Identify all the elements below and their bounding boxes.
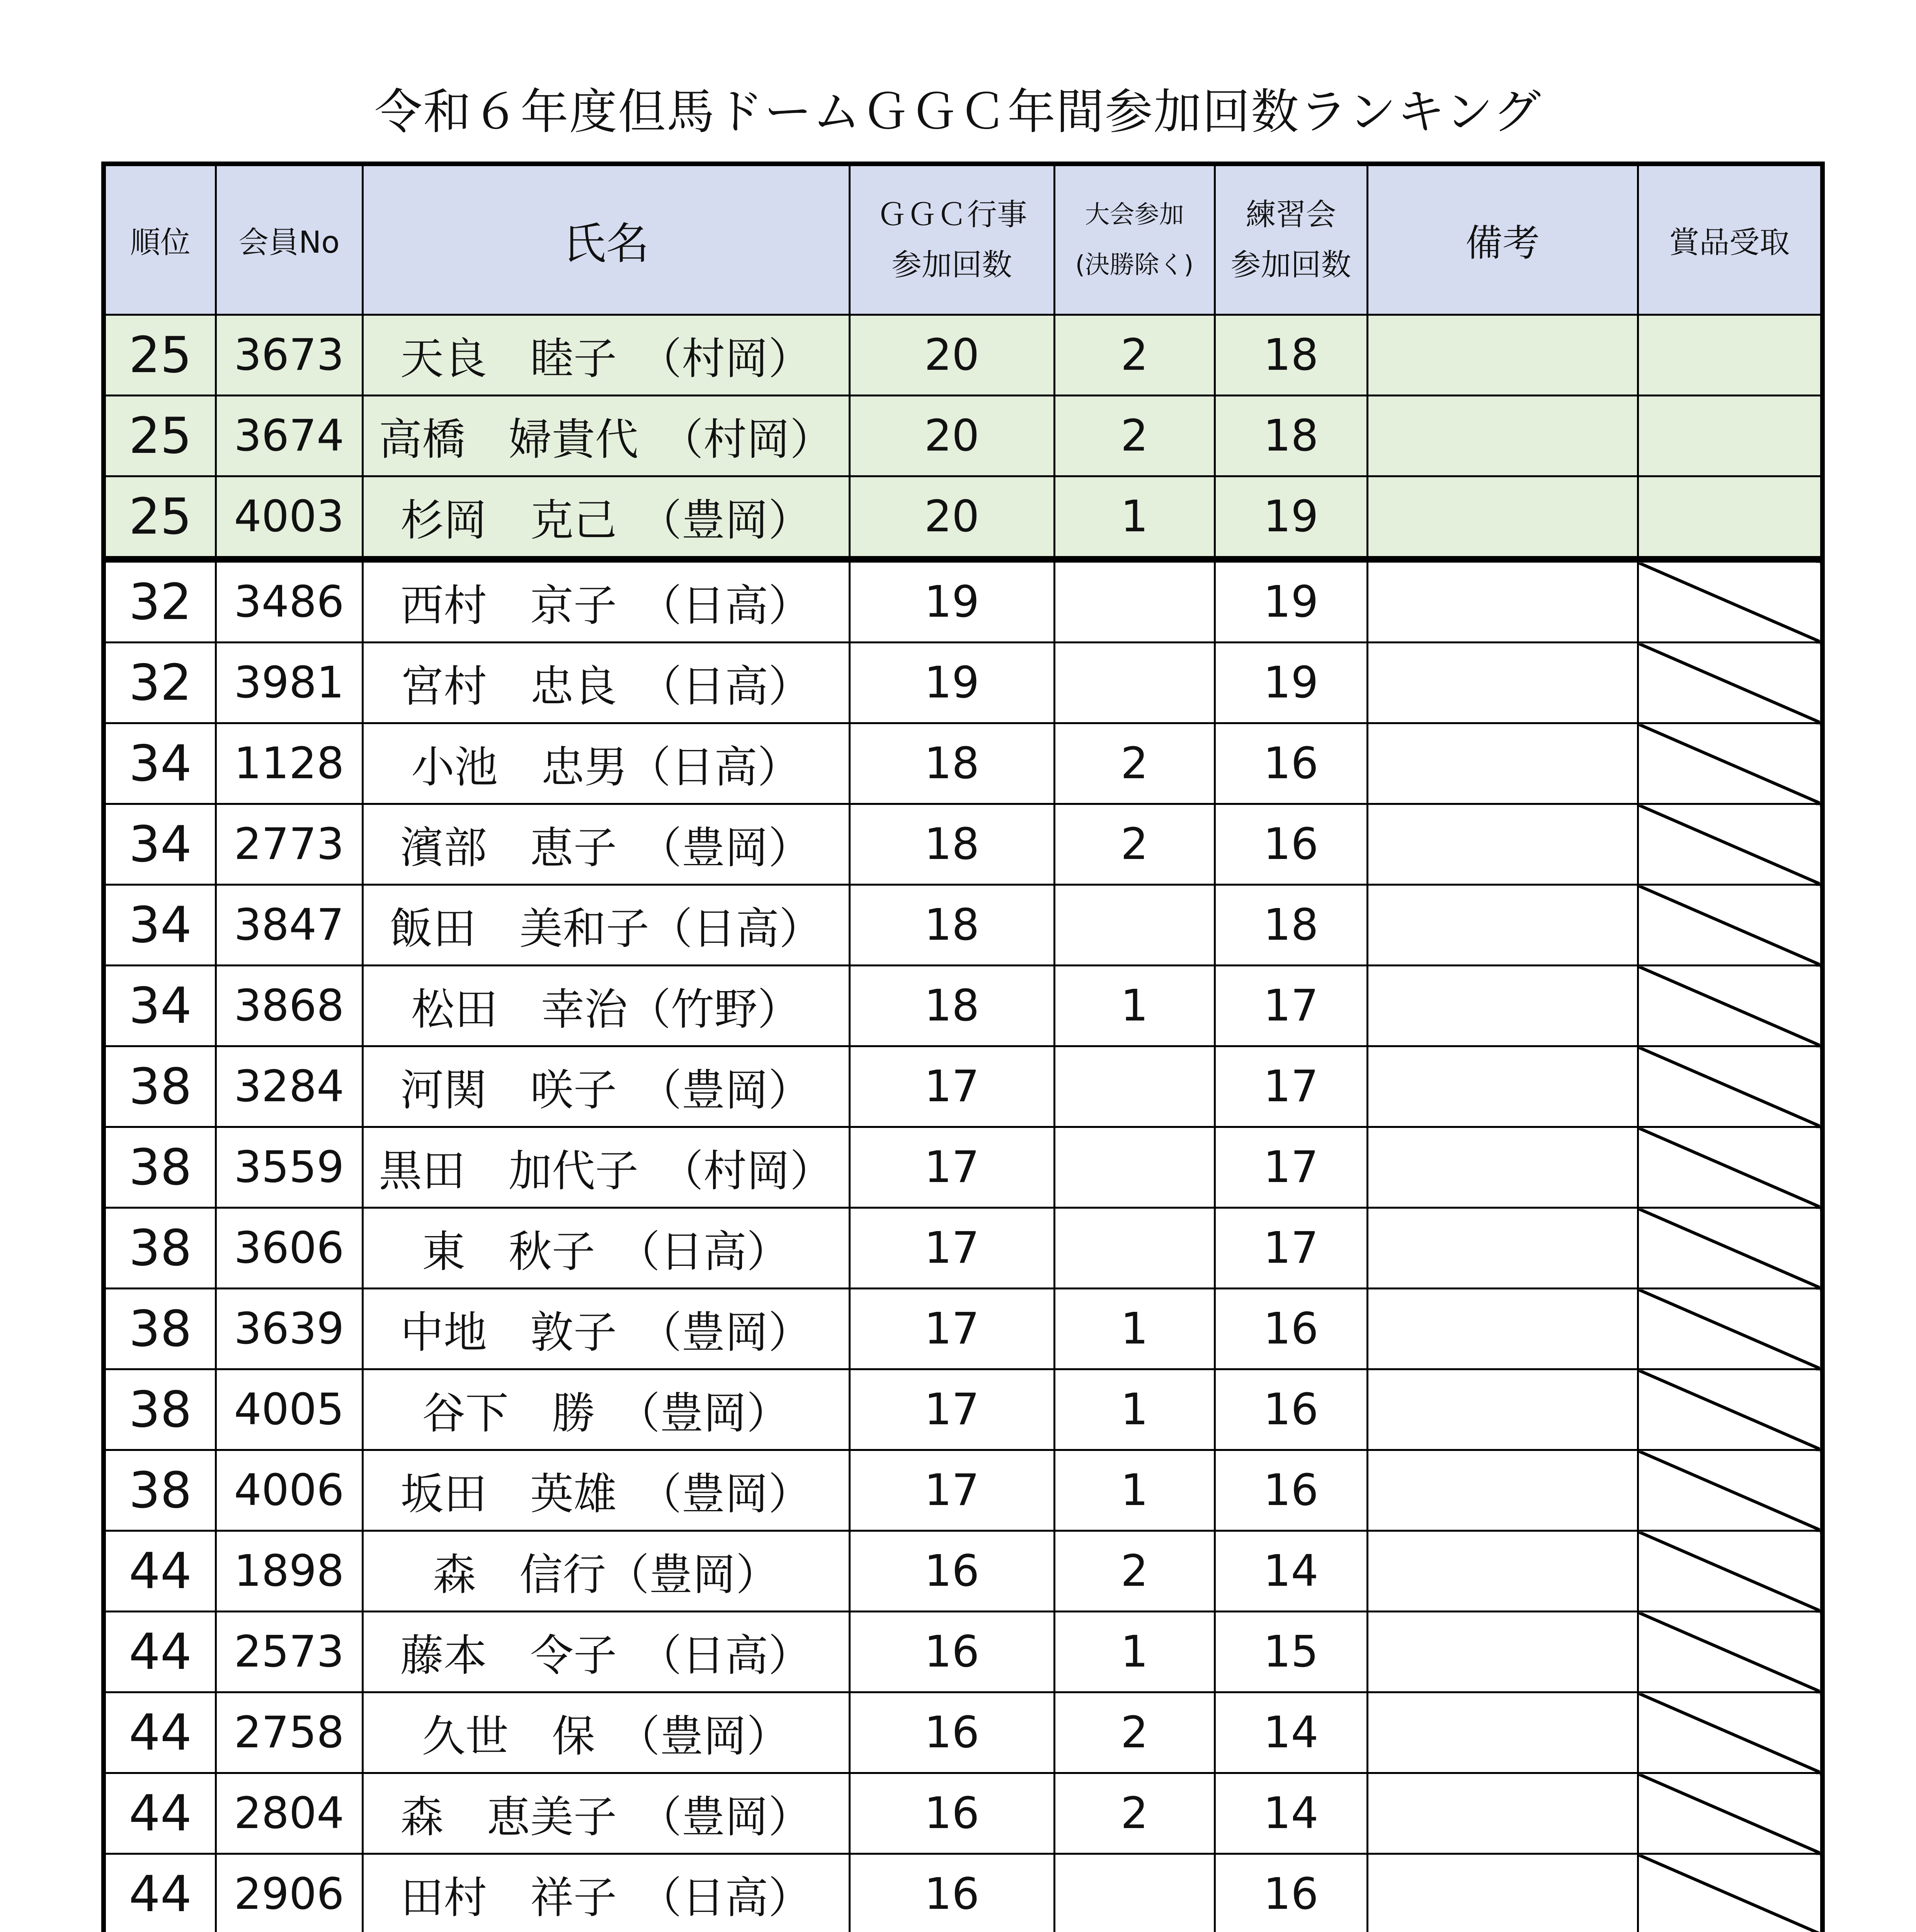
award-struck-cell xyxy=(1638,1450,1822,1531)
member-no-cell: 3674 xyxy=(216,396,362,476)
rank-cell: 44 xyxy=(104,1692,216,1773)
member-no-cell: 2906 xyxy=(216,1854,362,1932)
tournament-count-cell: 1 xyxy=(1054,476,1215,560)
name-cell: 杉岡 克己 （豊岡） xyxy=(362,476,849,560)
practice-count-cell: 16 xyxy=(1215,1369,1367,1450)
header-rank: 順位 xyxy=(104,164,216,315)
award-struck-cell xyxy=(1638,1127,1822,1208)
tournament-count-cell: 1 xyxy=(1054,966,1215,1046)
name-cell: 藤本 令子 （日高） xyxy=(362,1612,849,1692)
table-row xyxy=(104,1369,1822,1450)
member-no-cell: 1128 xyxy=(216,723,362,804)
practice-count-cell: 17 xyxy=(1215,1208,1367,1289)
tournament-count-cell xyxy=(1054,885,1215,966)
practice-count-cell: 16 xyxy=(1215,1450,1367,1531)
rank-cell: 38 xyxy=(104,1450,216,1531)
member-no-cell: 3847 xyxy=(216,885,362,966)
table-row xyxy=(104,1127,1822,1208)
remarks-cell xyxy=(1367,1692,1638,1773)
ggc-count-cell: 17 xyxy=(849,1369,1054,1450)
member-no-cell: 2758 xyxy=(216,1692,362,1773)
award-struck-cell xyxy=(1638,1612,1822,1692)
ggc-count-cell: 18 xyxy=(849,966,1054,1046)
remarks-cell xyxy=(1367,1854,1638,1932)
practice-count-cell: 14 xyxy=(1215,1773,1367,1854)
ggc-count-cell: 16 xyxy=(849,1531,1054,1612)
practice-count-cell: 19 xyxy=(1215,476,1367,560)
member-no-cell: 4005 xyxy=(216,1369,362,1450)
remarks-cell xyxy=(1367,1208,1638,1289)
practice-count-cell: 17 xyxy=(1215,966,1367,1046)
rank-cell: 38 xyxy=(104,1127,216,1208)
table-row xyxy=(104,1612,1822,1692)
ranking-table xyxy=(101,162,1825,1932)
rank-cell: 34 xyxy=(104,723,216,804)
remarks-cell xyxy=(1367,1369,1638,1450)
member-no-cell: 4006 xyxy=(216,1450,362,1531)
award-struck-cell xyxy=(1638,560,1822,643)
tournament-count-cell: 2 xyxy=(1054,396,1215,476)
table-row xyxy=(104,1046,1822,1127)
tournament-count-cell: 2 xyxy=(1054,1692,1215,1773)
table-row xyxy=(104,966,1822,1046)
member-no-cell: 3981 xyxy=(216,643,362,723)
header-name: 氏名 xyxy=(362,164,849,315)
table-row xyxy=(104,1450,1822,1531)
table-row xyxy=(104,1692,1822,1773)
practice-count-cell: 16 xyxy=(1215,723,1367,804)
name-cell: 濱部 恵子 （豊岡） xyxy=(362,804,849,885)
header-ggc xyxy=(849,164,1054,315)
award-struck-cell xyxy=(1638,1773,1822,1854)
rank-cell: 38 xyxy=(104,1046,216,1127)
header-practice-line2: 参加回数 xyxy=(1230,248,1351,282)
member-no-cell: 3486 xyxy=(216,560,362,643)
tournament-count-cell: 2 xyxy=(1054,723,1215,804)
remarks-cell xyxy=(1367,1289,1638,1369)
practice-count-cell: 17 xyxy=(1215,1127,1367,1208)
remarks-cell xyxy=(1367,643,1638,723)
remarks-cell xyxy=(1367,315,1638,396)
ggc-count-cell: 19 xyxy=(849,643,1054,723)
tournament-count-cell: 1 xyxy=(1054,1369,1215,1450)
header-practice-line1: 練習会 xyxy=(1246,197,1336,232)
table-row xyxy=(104,1289,1822,1369)
rank-cell: 44 xyxy=(104,1612,216,1692)
tournament-count-cell: 2 xyxy=(1054,804,1215,885)
award-struck-cell xyxy=(1638,1854,1822,1932)
table-row xyxy=(104,1531,1822,1612)
name-cell: 小池 忠男（日高） xyxy=(362,723,849,804)
name-cell: 天良 睦子 （村岡） xyxy=(362,315,849,396)
table-row xyxy=(104,476,1822,560)
rank-cell: 44 xyxy=(104,1531,216,1612)
rank-cell: 25 xyxy=(104,315,216,396)
practice-count-cell: 18 xyxy=(1215,315,1367,396)
table-row xyxy=(104,723,1822,804)
header-ggc-line1: ＧＧＣ行事 xyxy=(876,197,1027,232)
table-row xyxy=(104,1208,1822,1289)
remarks-cell xyxy=(1367,966,1638,1046)
table-row xyxy=(104,560,1822,643)
ggc-count-cell: 18 xyxy=(849,804,1054,885)
award-cell xyxy=(1638,315,1822,396)
name-cell: 宮村 忠良 （日高） xyxy=(362,643,849,723)
award-struck-cell xyxy=(1638,723,1822,804)
remarks-cell xyxy=(1367,804,1638,885)
remarks-cell xyxy=(1367,723,1638,804)
name-cell: 河関 咲子 （豊岡） xyxy=(362,1046,849,1127)
header-remarks: 備考 xyxy=(1367,164,1638,315)
member-no-cell: 2804 xyxy=(216,1773,362,1854)
award-struck-cell xyxy=(1638,1208,1822,1289)
table-row xyxy=(104,315,1822,396)
practice-count-cell: 16 xyxy=(1215,804,1367,885)
remarks-cell xyxy=(1367,1531,1638,1612)
tournament-count-cell: 1 xyxy=(1054,1289,1215,1369)
tournament-count-cell: 1 xyxy=(1054,1450,1215,1531)
remarks-cell xyxy=(1367,396,1638,476)
practice-count-cell: 14 xyxy=(1215,1692,1367,1773)
table-row xyxy=(104,1773,1822,1854)
name-cell: 東 秋子 （日高） xyxy=(362,1208,849,1289)
table-row xyxy=(104,1854,1822,1932)
practice-count-cell: 18 xyxy=(1215,396,1367,476)
ggc-count-cell: 17 xyxy=(849,1046,1054,1127)
tournament-count-cell: 1 xyxy=(1054,1612,1215,1692)
remarks-cell xyxy=(1367,1612,1638,1692)
remarks-cell xyxy=(1367,560,1638,643)
ggc-count-cell: 17 xyxy=(849,1450,1054,1531)
header-award: 賞品受取 xyxy=(1638,164,1822,315)
name-cell: 高橋 婦貴代 （村岡） xyxy=(362,396,849,476)
name-cell: 田村 祥子 （日高） xyxy=(362,1854,849,1932)
rank-cell: 38 xyxy=(104,1289,216,1369)
header-tournament-line1: 大会参加 xyxy=(1085,201,1184,229)
ggc-count-cell: 16 xyxy=(849,1854,1054,1932)
practice-count-cell: 19 xyxy=(1215,643,1367,723)
name-cell: 森 信行（豊岡） xyxy=(362,1531,849,1612)
tournament-count-cell xyxy=(1054,560,1215,643)
rank-cell: 44 xyxy=(104,1773,216,1854)
header-ggc-line2: 参加回数 xyxy=(891,248,1012,282)
ggc-count-cell: 17 xyxy=(849,1127,1054,1208)
remarks-cell xyxy=(1367,1046,1638,1127)
rank-cell: 25 xyxy=(104,396,216,476)
award-struck-cell xyxy=(1638,1692,1822,1773)
header-tournament-line2: (決勝除く) xyxy=(1075,251,1194,279)
name-cell: 松田 幸治（竹野） xyxy=(362,966,849,1046)
page-title: 令和６年度但馬ドームＧＧＣ年間参加回数ランキング xyxy=(374,84,1542,140)
name-cell: 黒田 加代子 （村岡） xyxy=(362,1127,849,1208)
practice-count-cell: 18 xyxy=(1215,885,1367,966)
member-no-cell: 3673 xyxy=(216,315,362,396)
ggc-count-cell: 16 xyxy=(849,1692,1054,1773)
member-no-cell: 2573 xyxy=(216,1612,362,1692)
table-row xyxy=(104,804,1822,885)
practice-count-cell: 16 xyxy=(1215,1289,1367,1369)
ggc-count-cell: 19 xyxy=(849,560,1054,643)
name-cell: 西村 京子 （日高） xyxy=(362,560,849,643)
award-struck-cell xyxy=(1638,643,1822,723)
ggc-count-cell: 20 xyxy=(849,315,1054,396)
practice-count-cell: 19 xyxy=(1215,560,1367,643)
table-row xyxy=(104,396,1822,476)
rank-cell: 34 xyxy=(104,966,216,1046)
ggc-count-cell: 20 xyxy=(849,396,1054,476)
member-no-cell: 3868 xyxy=(216,966,362,1046)
remarks-cell xyxy=(1367,1127,1638,1208)
member-no-cell: 3559 xyxy=(216,1127,362,1208)
rank-cell: 34 xyxy=(104,885,216,966)
header-practice xyxy=(1215,164,1367,315)
header-tournament xyxy=(1054,164,1215,315)
ggc-count-cell: 17 xyxy=(849,1289,1054,1369)
table-row xyxy=(104,643,1822,723)
rank-cell: 34 xyxy=(104,804,216,885)
award-struck-cell xyxy=(1638,1289,1822,1369)
practice-count-cell: 14 xyxy=(1215,1531,1367,1612)
award-struck-cell xyxy=(1638,804,1822,885)
member-no-cell: 2773 xyxy=(216,804,362,885)
tournament-count-cell xyxy=(1054,1127,1215,1208)
rank-cell: 38 xyxy=(104,1369,216,1450)
table-body xyxy=(104,315,1822,1932)
name-cell: 中地 敦子 （豊岡） xyxy=(362,1289,849,1369)
award-cell xyxy=(1638,396,1822,476)
ggc-count-cell: 17 xyxy=(849,1208,1054,1289)
name-cell: 坂田 英雄 （豊岡） xyxy=(362,1450,849,1531)
rank-cell: 38 xyxy=(104,1208,216,1289)
ggc-count-cell: 18 xyxy=(849,723,1054,804)
name-cell: 谷下 勝 （豊岡） xyxy=(362,1369,849,1450)
tournament-count-cell xyxy=(1054,643,1215,723)
name-cell: 森 恵美子 （豊岡） xyxy=(362,1773,849,1854)
rank-cell: 32 xyxy=(104,560,216,643)
header-row xyxy=(104,164,1822,315)
award-struck-cell xyxy=(1638,1369,1822,1450)
ggc-count-cell: 20 xyxy=(849,476,1054,560)
rank-cell: 25 xyxy=(104,476,216,560)
name-cell: 飯田 美和子（日高） xyxy=(362,885,849,966)
remarks-cell xyxy=(1367,1773,1638,1854)
tournament-count-cell xyxy=(1054,1046,1215,1127)
tournament-count-cell: 2 xyxy=(1054,1531,1215,1612)
award-struck-cell xyxy=(1638,1046,1822,1127)
practice-count-cell: 15 xyxy=(1215,1612,1367,1692)
member-no-cell: 4003 xyxy=(216,476,362,560)
ggc-count-cell: 16 xyxy=(849,1612,1054,1692)
practice-count-cell: 16 xyxy=(1215,1854,1367,1932)
tournament-count-cell xyxy=(1054,1854,1215,1932)
rank-cell: 32 xyxy=(104,643,216,723)
award-struck-cell xyxy=(1638,885,1822,966)
member-no-cell: 1898 xyxy=(216,1531,362,1612)
award-struck-cell xyxy=(1638,966,1822,1046)
rank-cell: 44 xyxy=(104,1854,216,1932)
remarks-cell xyxy=(1367,1450,1638,1531)
award-struck-cell xyxy=(1638,1531,1822,1612)
member-no-cell: 3606 xyxy=(216,1208,362,1289)
name-cell: 久世 保 （豊岡） xyxy=(362,1692,849,1773)
ggc-count-cell: 16 xyxy=(849,1773,1054,1854)
award-cell xyxy=(1638,476,1822,560)
practice-count-cell: 17 xyxy=(1215,1046,1367,1127)
member-no-cell: 3284 xyxy=(216,1046,362,1127)
tournament-count-cell: 2 xyxy=(1054,315,1215,396)
header-member-no: 会員No xyxy=(216,164,362,315)
tournament-count-cell: 2 xyxy=(1054,1773,1215,1854)
member-no-cell: 3639 xyxy=(216,1289,362,1369)
ggc-count-cell: 18 xyxy=(849,885,1054,966)
remarks-cell xyxy=(1367,476,1638,560)
tournament-count-cell xyxy=(1054,1208,1215,1289)
table-row xyxy=(104,885,1822,966)
remarks-cell xyxy=(1367,885,1638,966)
